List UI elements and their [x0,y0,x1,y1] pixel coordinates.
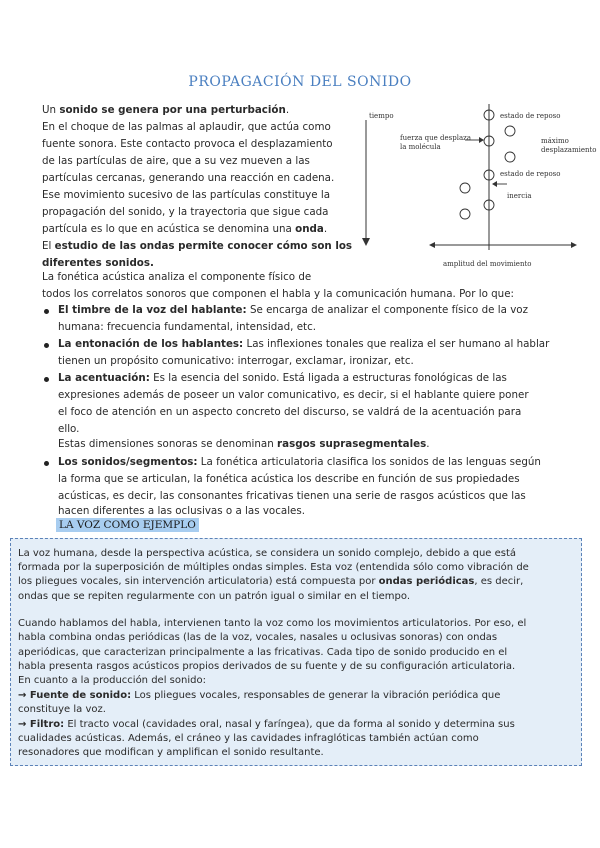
bullet-1-line-1: El timbre de la voz del hablante: Se encarga de analizar el componente físico de la voz [58,304,528,316]
box-fuente-line-1: → Fuente de sonido: Los pliegues vocales, responsables de generar la vibración periódica que [18,690,501,701]
box-p1-line-1: La voz humana, desde la perspectiva acústica, se considera un sonido complejo, debido a que está [18,548,517,559]
box-p2-line-1: Cuando hablamos del habla, intervienen tanto la voz como los movimientos articulatorios. Por eso, el [18,618,527,629]
bullet-4-line-2: la forma que se articulan, la fonética acústica los describe en función de sus propiedades [58,473,520,485]
box-p2-line-4: habla presenta rasgos acústicos propios derivados de su fuente y de su configuración articulatoria. [18,661,516,672]
intro-line-8: partícula es lo que en acústica se denomina una onda. [42,223,328,235]
diagram-label-fuerza-1: fuerza que desplaza [400,134,472,142]
bullet-3-line-4: ello. [58,423,80,435]
intro-line-1: Un sonido se genera por una perturbación. [42,104,290,116]
intro-line-6: Ese movimiento sucesivo de las partículas constituye la [42,189,331,201]
bullet-3-line-1: La acentuación: Es la esencia del sonido. Está ligada a estructuras fonológicas de las [58,372,507,384]
particle-circle [505,152,515,162]
bullet-4-line-1: Los sonidos/segmentos: La fonética articulatoria clasifica los sonidos de las lenguas según [58,456,541,468]
bullet-3-line-2: expresiones además de poseer un valor comunicativo, es decir, si el hablante quiere poner [58,389,529,401]
box-p2-line-5: En cuanto a la producción del sonido: [18,675,206,686]
box-filtro-line-1: → Filtro: El tracto vocal (cavidades oral, nasal y faríngea), que da forma al sonido y determina sus [18,719,515,730]
intro-line-2: En el choque de las palmas al aplaudir, que actúa como [42,121,331,133]
bullet-dot [44,461,49,466]
intro-line-5: partículas cercanas, generando una reacción en cadena. [42,172,335,184]
diagram-label-tiempo: tiempo [369,112,394,120]
diagram-label-estado-1: estado de reposo [500,112,561,120]
intro-line-7: propagación del sonido, y la trayectoria que sigue cada [42,206,329,218]
bullet-4-line-4: hacen diferentes a las oclusivas o a las vocales. [58,505,306,517]
box-p1-line-4: ondas que se repiten regularmente con un patrón igual o similar en el tiempo. [18,591,410,602]
intro-line-3: fuente sonora. Este contacto provoca el desplazamiento [42,138,333,150]
particle-circle [505,126,515,136]
particle-circle [460,209,470,219]
particle-diagram [355,100,600,272]
box-p1-line-2: formada por la superposición de múltiples ondas simples. Esta voz (entendida sólo como vibración de [18,562,529,573]
diagram-label-maximo-1: máximo [541,137,569,145]
box-fuente-line-2: constituye la voz. [18,704,106,715]
bullet-3-line-3: el foco de atención en un aspecto concreto del discurso, se valdrá de la acentuación para [58,406,522,418]
diagram-label-maximo-2: desplazamiento [541,146,597,154]
box-filtro-line-2: cualidades acústicas. Además, el cráneo y las cavidades infraglóticas también actúan como [18,733,479,744]
intro-line-9: El estudio de las ondas permite conocer cómo son los [42,240,353,252]
bullet-dot [44,343,49,348]
dimensiones-line: Estas dimensiones sonoras se denominan rasgos suprasegmentales. [58,438,430,450]
box-p2-line-3: aperiódicas, que caracterizan principalmente a las fricativas. Cada tipo de sonido producido en el [18,647,508,658]
box-p2-line-2: habla combina ondas periódicas (las de la voz, vocales, nasales u oclusivas sonoras) con ondas [18,632,498,643]
bullet-dot [44,309,49,314]
page-title: PROPAGACIÓN DEL SONIDO [188,74,412,90]
intro-line-12: todos los correlatos sonoros que componen el habla y la comunicación humana. Por lo que: [42,288,515,300]
bullet-4-line-3: acústicas, es decir, las consonantes fricativas tienen una serie de rasgos acústicos que las [58,490,526,502]
diagram-label-amplitud: amplitud del movimiento [443,260,532,268]
diagram-label-inercia: inercia [507,192,532,200]
bullet-dot [44,377,49,382]
diagram-label-fuerza-2: la molécula [400,143,441,151]
box-filtro-line-3: resonadores que modifican y amplifican el sonido resultante. [18,747,324,758]
intro-line-11: La fonética acústica analiza el componente físico de [42,271,312,283]
bullet-2-line-2: tienen un propósito comunicativo: interrogar, exclamar, ironizar, etc. [58,355,414,367]
intro-line-4: de las partículas de aire, que a su vez mueven a las [42,155,310,167]
box-p1-line-3: los pliegues vocales, sin intervención articulatoria) está compuesta por ondas periódicas, es decir, [18,576,524,587]
section-subtitle: LA VOZ COMO EJEMPLO [56,518,199,532]
bullet-1-line-2: humana: frecuencia fundamental, intensidad, etc. [58,321,317,333]
diagram-label-estado-2: estado de reposo [500,170,561,178]
bullet-2-line-1: La entonación de los hablantes: Las inflexiones tonales que realiza el ser humano al hablar [58,338,550,350]
intro-line-10: diferentes sonidos. [42,257,154,269]
particle-circle [460,183,470,193]
